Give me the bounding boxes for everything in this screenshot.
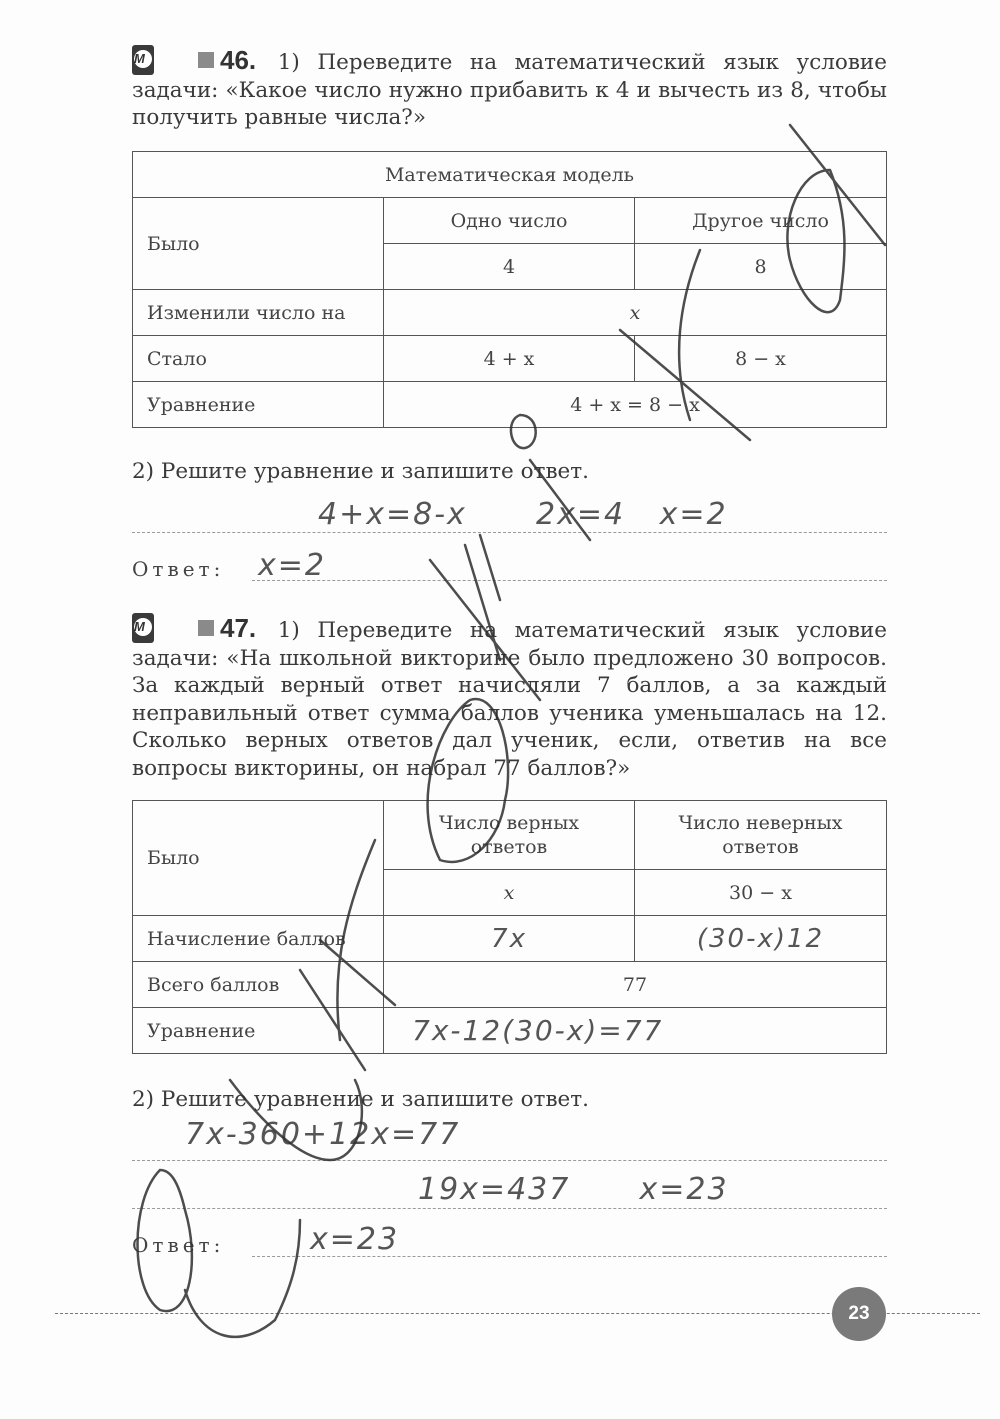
row-label-total: Всего баллов bbox=[133, 962, 384, 1008]
handwritten-solution: 19x=437 x=23 bbox=[418, 1172, 729, 1207]
cell-value: 77 bbox=[384, 962, 887, 1008]
task-46-part2: 2) Решите уравнение и запишите ответ. bbox=[132, 459, 590, 484]
page-number-badge: 23 bbox=[832, 1287, 886, 1341]
method-badge-icon: М bbox=[132, 613, 154, 643]
task-47-part2: 2) Решите уравнение и запишите ответ. bbox=[132, 1087, 590, 1112]
difficulty-square-icon bbox=[198, 52, 214, 68]
handwritten-answer: x=2 bbox=[258, 548, 326, 583]
handwritten-solution: 7x-360+12x=77 bbox=[185, 1117, 461, 1152]
answer-label: Ответ: bbox=[132, 1233, 225, 1257]
cell-value: 4 + x bbox=[384, 336, 635, 382]
col-header-one: Одно число bbox=[384, 198, 635, 244]
handwritten-cell: (30-x)12 bbox=[635, 916, 887, 962]
row-label-equation: Уравнение bbox=[133, 1008, 384, 1054]
task-46-table bbox=[132, 151, 887, 428]
handwritten-answer: x=23 bbox=[310, 1222, 400, 1257]
task-47-table bbox=[132, 800, 887, 1054]
task-46-prompt bbox=[132, 45, 887, 132]
handwritten-cell: 7x bbox=[384, 916, 635, 962]
method-badge-icon: М bbox=[132, 45, 154, 75]
difficulty-square-icon bbox=[198, 620, 214, 636]
task-text: 1) Переведите на математический язык условие задачи: «Какое число нужно прибавить к 4 и вычесть из 8, чтобы получить равные числа?» bbox=[132, 50, 887, 130]
handwritten-solution: 4+x=8-x 2x=4 x=2 bbox=[318, 497, 728, 532]
row-label-was: Было bbox=[133, 801, 384, 916]
row-label-was: Было bbox=[133, 198, 384, 290]
answer-label: Ответ: bbox=[132, 557, 225, 581]
task-47-prompt bbox=[132, 613, 887, 782]
row-label-changed: Изменили число на bbox=[133, 290, 384, 336]
col-header-correct: Число верных ответов bbox=[384, 801, 635, 870]
cell-value: 8 bbox=[635, 244, 887, 290]
task-text: 1) Переведите на математический язык условие задачи: «На школьной викторине было предложено 30 вопросов. За каждый верный ответ начисляли 7 баллов, а за каждый неправильный ответ сумма баллов ученика уменьшалась на 12. Сколько верных ответов дал ученик, если, ответив на все вопросы викторины, он набрал 77 баллов?» bbox=[132, 618, 887, 781]
cell-value: x bbox=[384, 870, 635, 916]
row-label-equation: Уравнение bbox=[133, 382, 384, 428]
row-label-became: Стало bbox=[133, 336, 384, 382]
row-label-points: Начисление баллов bbox=[133, 916, 384, 962]
handwritten-cell: 7x-12(30-x)=77 bbox=[384, 1008, 887, 1054]
cell-value: 4 bbox=[384, 244, 635, 290]
col-header-other: Другое число bbox=[635, 198, 887, 244]
answer-line bbox=[132, 1208, 887, 1209]
scribble-stroke bbox=[480, 535, 500, 600]
answer-line bbox=[132, 532, 887, 533]
cell-value: 30 − x bbox=[635, 870, 887, 916]
answer-line bbox=[252, 580, 887, 581]
cell-value: 8 − x bbox=[635, 336, 887, 382]
table-title: Математическая модель bbox=[133, 152, 887, 198]
task-number: 46. bbox=[220, 45, 257, 75]
cell-value: x bbox=[384, 290, 887, 336]
col-header-incorrect: Число неверных ответов bbox=[635, 801, 887, 870]
cell-value: 4 + x = 8 − x bbox=[384, 382, 887, 428]
answer-line bbox=[132, 1160, 887, 1161]
answer-line bbox=[252, 1256, 887, 1257]
task-number: 47. bbox=[220, 613, 257, 643]
